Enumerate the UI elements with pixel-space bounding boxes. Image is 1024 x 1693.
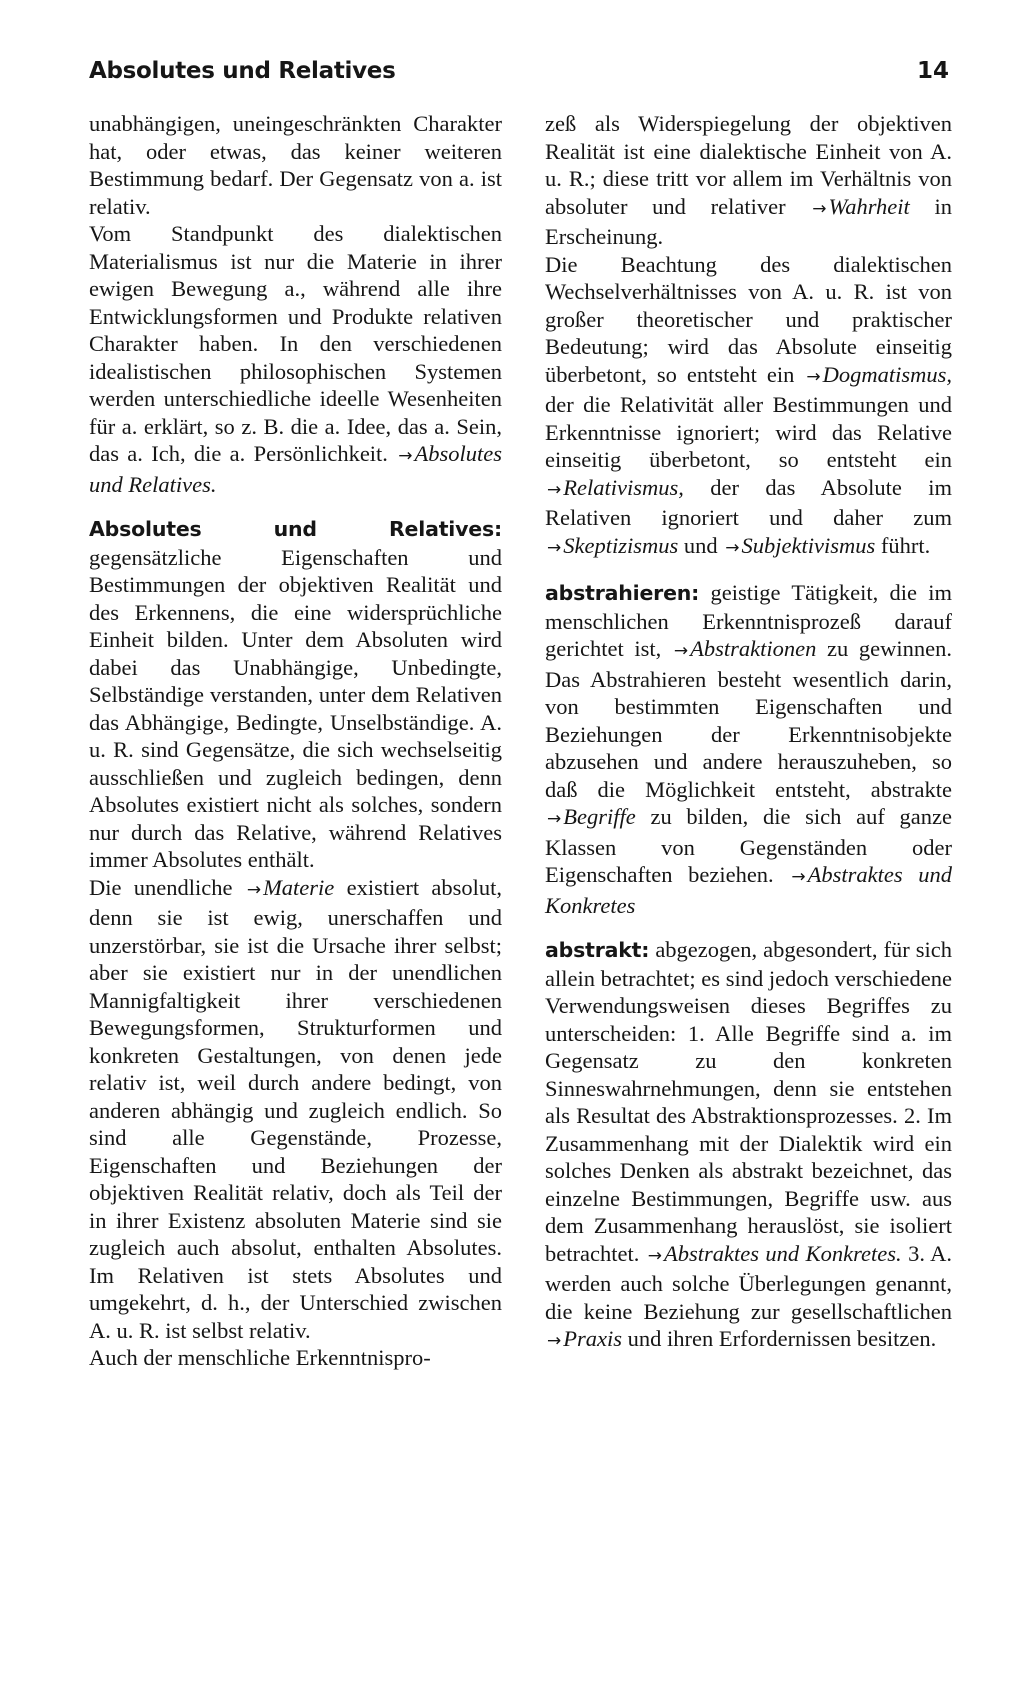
cross-reference: Abstraktionen [690,636,817,661]
continued-entry-paragraph: Vom Standpunkt des dialektischen Materialismus ist nur die Materie in ihrer ewigen Bewegung a., während alle ihre Entwicklungsformen und Produkte relativen Charakter haben. In den verschiedenen idealistischen philosophischen Systemen werden unterschiedliche ideelle Wesenheiten für a. erklärt, so z. B. die a. Idee, das a. Sein, das a. Ich, die a. Persönlichkeit. →Absolutes und Relatives. [89,221,502,497]
entry-paragraph: Auch der menschliche Erkenntnispro- [89,1345,431,1370]
entry-term: Absolutes und Relatives: [89,517,502,541]
cross-reference: Absolutes und Relatives. [89,441,502,497]
cross-reference: Praxis [563,1326,622,1351]
cross-reference: Abstraktes und Konkretes [545,862,953,918]
cross-reference: Subjektivismus [741,532,876,558]
page-header [89,52,949,92]
right-column [545,110,952,1356]
continued-entry-text: unabhängigen, uneingeschränkten Charakter hat, oder etwas, das keiner weiteren Bestimmung bedarf. Der Gegensatz von a. ist relativ. [89,111,502,219]
cross-reference: Relativismus, [563,474,684,500]
left-column [89,110,502,1372]
reference-arrow-icon: → [812,198,827,219]
reference-arrow-icon: → [246,879,262,900]
entry-term: abstrakt: [545,938,650,962]
reference-arrow-icon: → [806,366,821,387]
cross-reference: Abstraktes und Konkretes. [664,1240,902,1266]
reference-arrow-icon: → [647,1245,663,1266]
reference-arrow-icon: → [673,641,689,661]
entry-paragraph: Die unendliche →Materie existiert absolut, denn sie ist ewig, unerschaffen und unzerstörbar, sie ist die Ursache ihrer selbst; aber sie existiert nur in der unendlichen Mannigfaltigkeit ihrer verschiedenen Bewegungsformen, Strukturformen und konkreten Gestaltungen, von denen jede relativ ist, weil durch andere bedingt, von anderen abhängig und zugleich endlich. So sind alle Gegenstände, Prozesse, Eigenschaften und Beziehungen der objektiven Realität relativ, doch als Teil der in ihrer Existenz absoluten Materie sind sie zugleich auch absolut, enthalten Absolutes. Im Relativen ist stets Absolutes und umgekehrt, d. h., der Unterschied zwischen A. u. R. ist selbst relativ. [89,874,503,1343]
reference-arrow-icon: → [547,537,562,558]
cross-reference: Dogmatismus, [822,361,952,387]
cross-reference: Skeptizismus [563,532,679,558]
cross-reference: Wahrheit [828,193,910,219]
reference-arrow-icon: → [547,479,562,500]
running-title: Absolutes und Relatives [89,58,396,84]
entry-abstrakt: abstrakt: abgezogen, abgesondert, für sich allein betrachtet; es sind jedoch verschiedene Verwendungsweisen dieses Begriffes zu unterscheiden: 1. Alle Begriffe sind a. im Gegensatz zu den konkreten Sinneswahrnehmungen, denn sie entstehen als Resultat des Abstraktionsprozesses. 2. Im Zusammenhang mit der Dialektik wird ein solches Denken als abstrakt bezeichnet, das einzelne Bestimmungen, Begriffe usw. aus dem Zusammenhang herauslöst, sie isoliert betrachtet. →Abstraktes und Konkretes. 3. A. werden auch solche Überlegungen genannt, die keine Beziehung zur gesellschaftlichen →Praxis und ihren Erfordernissen besitzen. [545,937,953,1351]
page-number: 14 [916,58,949,84]
entry-absolutes-und-relatives: Absolutes und Relatives: gegensätzliche Eigenschaften und Bestimmungen der objektiven Realität und des Erkennens, die eine widersprüchliche Einheit bilden. Unter dem Absoluten wird dabei das Unabhängige, Unbedingte, Selbständige verstanden, unter dem Relativen das Abhängige, Bedingte, Unselbständige. A. u. R. sind Gegensätze, die sich wechselseitig ausschließen und zugleich bedingen, denn Absolutes existiert nicht als solches, sondern nur durch das Relative, während Relatives immer Absolutes enthält. [89,517,502,872]
entry-abstrahieren: abstrahieren: geistige Tätigkeit, die im menschlichen Erkenntnisprozeß darauf gerichtet ist, →Abstraktionen zu gewinnen. Das Abstrahieren besteht wesentlich darin, von bestimmten Eigenschaften und Beziehungen der Erkenntnisobjekte abzusehen und andere herauszuheben, so daß die Möglichkeit entsteht, abstrakte →Begriffe zu bilden, die sich auf ganze Klassen von Gegenständen oder Eigenschaften beziehen. →Abstraktes und Konkretes [545,580,953,918]
cross-reference: Materie [263,874,335,900]
reference-arrow-icon: → [725,537,740,558]
cross-reference: Begriffe [563,804,636,829]
reference-arrow-icon: → [791,867,806,887]
reference-arrow-icon: → [398,446,413,466]
reference-arrow-icon: → [547,1331,562,1351]
entry-paragraph: Die Beachtung des dialektischen Wechselverhältnisses von A. u. R. ist von großer theoretischer und praktischer Bedeutung; wird das Absolute einseitig überbetont, so entsteht ein →Dogmatismus, der die Relativität aller Bestimmungen und Erkenntnisse ignoriert; wird das Relative einseitig überbetont, so entsteht ein →Relativismus, der das Absolute im Relativen ignoriert und daher zum →Skeptizismus und →Subjektivismus führt. [545,251,953,558]
entry-term: abstrahieren: [545,581,700,605]
reference-arrow-icon: → [547,809,562,829]
entry-paragraph: zeß als Widerspiegelung der objektiven Realität ist eine dialektische Einheit von A. u. R.; diese tritt vor allem im Verhältnis von absoluter und relativer →Wahrheit in Erscheinung. [545,111,953,249]
